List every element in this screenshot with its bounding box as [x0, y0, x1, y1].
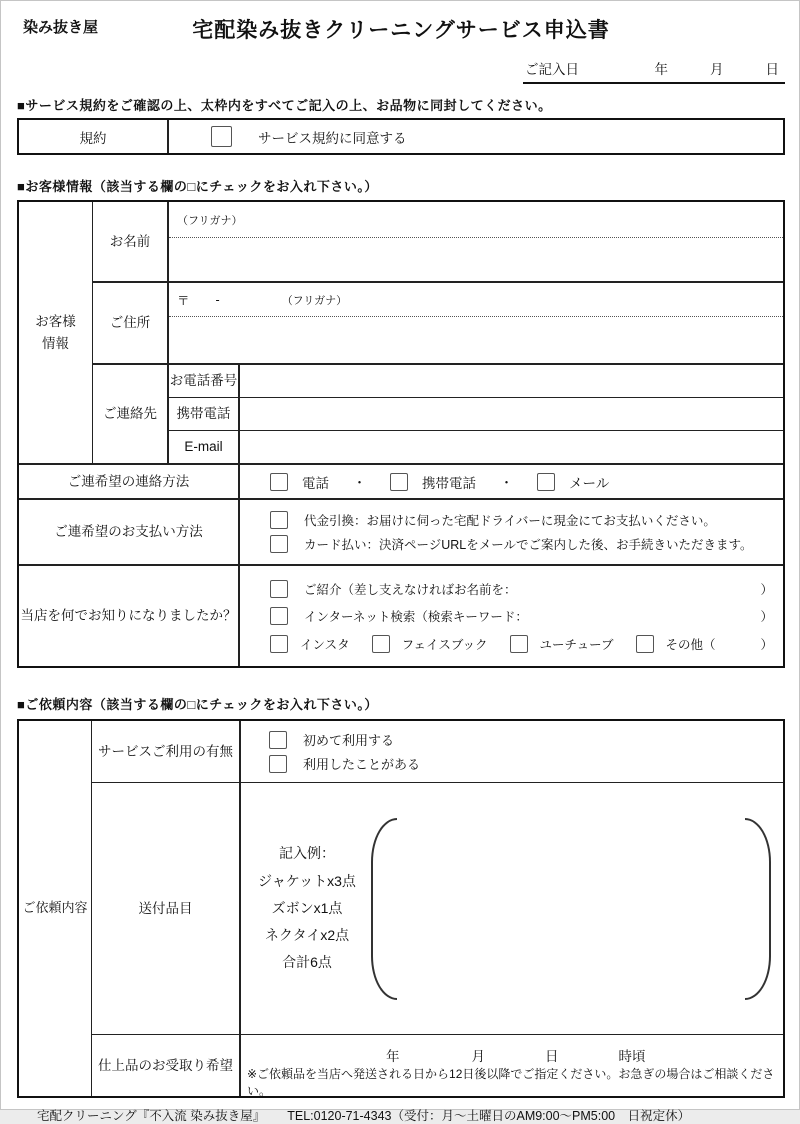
cod-label: 代金引換：お届けに伺った宅配ドライバーに現金にてお支払いください。: [304, 513, 716, 528]
payment-option-card: [240, 535, 783, 553]
referral-options: [240, 566, 783, 666]
name-furigana-label: （フリガナ）: [177, 214, 243, 227]
referral-option-intro: [240, 580, 783, 598]
contact-group-label: ご連絡先: [93, 365, 169, 465]
mobile-write-area[interactable]: [240, 398, 783, 431]
referral-option-social: [240, 635, 783, 653]
brand-logo-text: 染み抜き屋: [23, 19, 99, 36]
postal-dash: -: [215, 292, 220, 307]
mobile-option-checkbox[interactable]: [390, 473, 408, 491]
example-line: ズボンx1点: [271, 899, 343, 916]
insta-checkbox[interactable]: [270, 635, 288, 653]
payment-options: [240, 500, 783, 566]
other-close-paren: ）: [760, 637, 773, 652]
customer-group-label: お客様情報: [19, 202, 93, 465]
address-write-area[interactable]: [169, 317, 783, 363]
first-time-checkbox[interactable]: [269, 731, 287, 749]
contact-method-option-mobile: [390, 472, 476, 492]
items-example-text: [251, 840, 363, 976]
example-line: 合計6点: [282, 954, 332, 971]
pickup-hour-label: 時頃: [618, 1049, 646, 1064]
terms-section-title: ■サービス規約をご確認の上、太枠内をすべてご記入の上、お品物に同封してください。: [17, 98, 552, 113]
request-section-title: ■ご依頼内容（該当する欄の□にチェックをお入れ下さい。）: [17, 697, 378, 712]
repeat-checkbox[interactable]: [269, 755, 287, 773]
items-row-label: 送付品目: [92, 783, 241, 1035]
social-option-other: [636, 635, 716, 653]
customer-info-table: [17, 200, 785, 668]
address-furigana-label: （フリガナ）: [281, 294, 348, 307]
name-cell: [169, 202, 783, 283]
name-row-label: お名前: [93, 202, 169, 283]
example-line: ネクタイx2点: [264, 927, 350, 944]
contact-method-option-phone: [270, 472, 329, 492]
phone-row-label: お電話番号: [169, 365, 240, 398]
request-table: [17, 719, 785, 1098]
insta-label: インスタ: [300, 637, 350, 652]
youtube-checkbox[interactable]: [510, 635, 528, 653]
postal-mark: 〒: [177, 293, 190, 308]
youtube-label: ユーチューブ: [539, 637, 614, 652]
pickup-cell: [241, 1035, 783, 1096]
contact-method-options: [240, 465, 783, 500]
usage-option-first: [241, 730, 783, 749]
social-option-youtube: [510, 635, 614, 653]
pickup-date-fields[interactable]: [241, 1035, 783, 1065]
pickup-year-label: 年: [386, 1049, 400, 1064]
first-time-label: 初めて利用する: [303, 733, 395, 748]
facebook-label: フェイスブック: [401, 637, 488, 652]
fill-date-line[interactable]: [523, 58, 785, 84]
items-write-area[interactable]: [397, 783, 745, 1034]
address-cell: [169, 283, 783, 365]
example-line: ジャケットx3点: [258, 872, 356, 889]
usage-row-label: サービスご利用の有無: [92, 721, 241, 783]
terms-table: [17, 118, 785, 155]
phone-write-area[interactable]: [240, 365, 783, 398]
search-close-paren: ）: [760, 610, 773, 624]
other-checkbox[interactable]: [636, 635, 654, 653]
email-write-area[interactable]: [240, 431, 783, 465]
page-title: 宅配染み抜きクリーニングサービス申込書: [192, 19, 610, 42]
terms-agree-label: サービス規約に同意する: [258, 130, 407, 146]
form-header: [17, 1, 785, 49]
fill-date-label: ご記入日: [525, 62, 579, 77]
option-separator-dot: ・: [500, 475, 514, 490]
referral-option-search: [240, 607, 783, 625]
social-option-facebook: [372, 635, 488, 653]
payment-row-label: ご連希望のお支払い方法: [19, 500, 240, 566]
footer-shop-name: 宅配クリーニング『不入流 染み抜き屋』: [37, 1109, 266, 1123]
payment-option-cod: [240, 511, 783, 529]
other-label: その他（: [665, 637, 716, 652]
referral-row-label: 当店を何でお知りになりましたか？: [19, 566, 240, 666]
fill-date-day-label: 日: [765, 62, 779, 77]
usage-options: [241, 721, 783, 783]
card-checkbox[interactable]: [270, 535, 288, 553]
contact-method-row-label: ご連希望の連絡方法: [19, 465, 240, 500]
cod-checkbox[interactable]: [270, 511, 288, 529]
customer-section-title: ■お客様情報（該当する欄の□にチェックをお入れ下さい。）: [17, 179, 378, 194]
example-line: 記入例：: [279, 845, 335, 862]
close-paren-mark: [745, 818, 771, 1000]
facebook-checkbox[interactable]: [372, 635, 390, 653]
terms-row-label: 規約: [19, 120, 169, 153]
intro-close-paren: ）: [760, 582, 773, 597]
mail-option-checkbox[interactable]: [537, 473, 555, 491]
items-cell: [241, 783, 783, 1035]
search-label: インターネット検索（検索キーワード：: [304, 610, 528, 624]
pickup-note: ※ご依頼品を当店へ発送される日から12日後以降でご指定ください。お急ぎの場合はご相談ください。: [247, 1067, 775, 1098]
mobile-row-label: 携帯電話: [169, 398, 240, 431]
mail-option-label: メール: [569, 475, 610, 491]
phone-option-checkbox[interactable]: [270, 473, 288, 491]
name-write-area[interactable]: [169, 238, 783, 281]
search-checkbox[interactable]: [270, 607, 288, 625]
footer-tel-info: TEL:0120-71-4343（受付：月～土曜日のAM9:00～PM5:00 日祝定休）: [287, 1109, 691, 1123]
option-separator-dot: ・: [353, 475, 367, 490]
terms-agree-checkbox[interactable]: [211, 126, 232, 147]
email-row-label: E-mail: [169, 431, 240, 465]
pickup-day-label: 日: [545, 1049, 559, 1064]
address-row-label: ご住所: [93, 283, 169, 365]
mobile-option-label: 携帯電話: [422, 475, 477, 491]
request-group-label: ご依頼内容: [19, 721, 92, 1096]
name-furigana-area[interactable]: [169, 202, 783, 238]
phone-option-label: 電話: [302, 475, 329, 491]
intro-checkbox[interactable]: [270, 580, 288, 598]
usage-option-repeat: [241, 754, 783, 773]
pickup-row-label: 仕上品のお受取り希望: [92, 1035, 241, 1096]
open-paren-mark: [371, 818, 397, 1000]
intro-label: ご紹介（差し支えなければお名前を：: [304, 582, 517, 597]
pickup-month-label: 月: [471, 1049, 485, 1064]
card-label: カード払い：決済ページURLをメールでご案内した後、お手続きいただきます。: [304, 538, 753, 553]
terms-agree-cell: [169, 120, 783, 153]
contact-method-option-mail: [537, 472, 609, 492]
social-option-insta: [270, 635, 350, 653]
form-footer: [17, 1106, 785, 1124]
address-furigana-area[interactable]: [169, 283, 783, 317]
fill-date-year-label: 年: [654, 62, 668, 77]
repeat-label: 利用したことがある: [303, 757, 421, 772]
fill-date-month-label: 月: [710, 62, 724, 77]
